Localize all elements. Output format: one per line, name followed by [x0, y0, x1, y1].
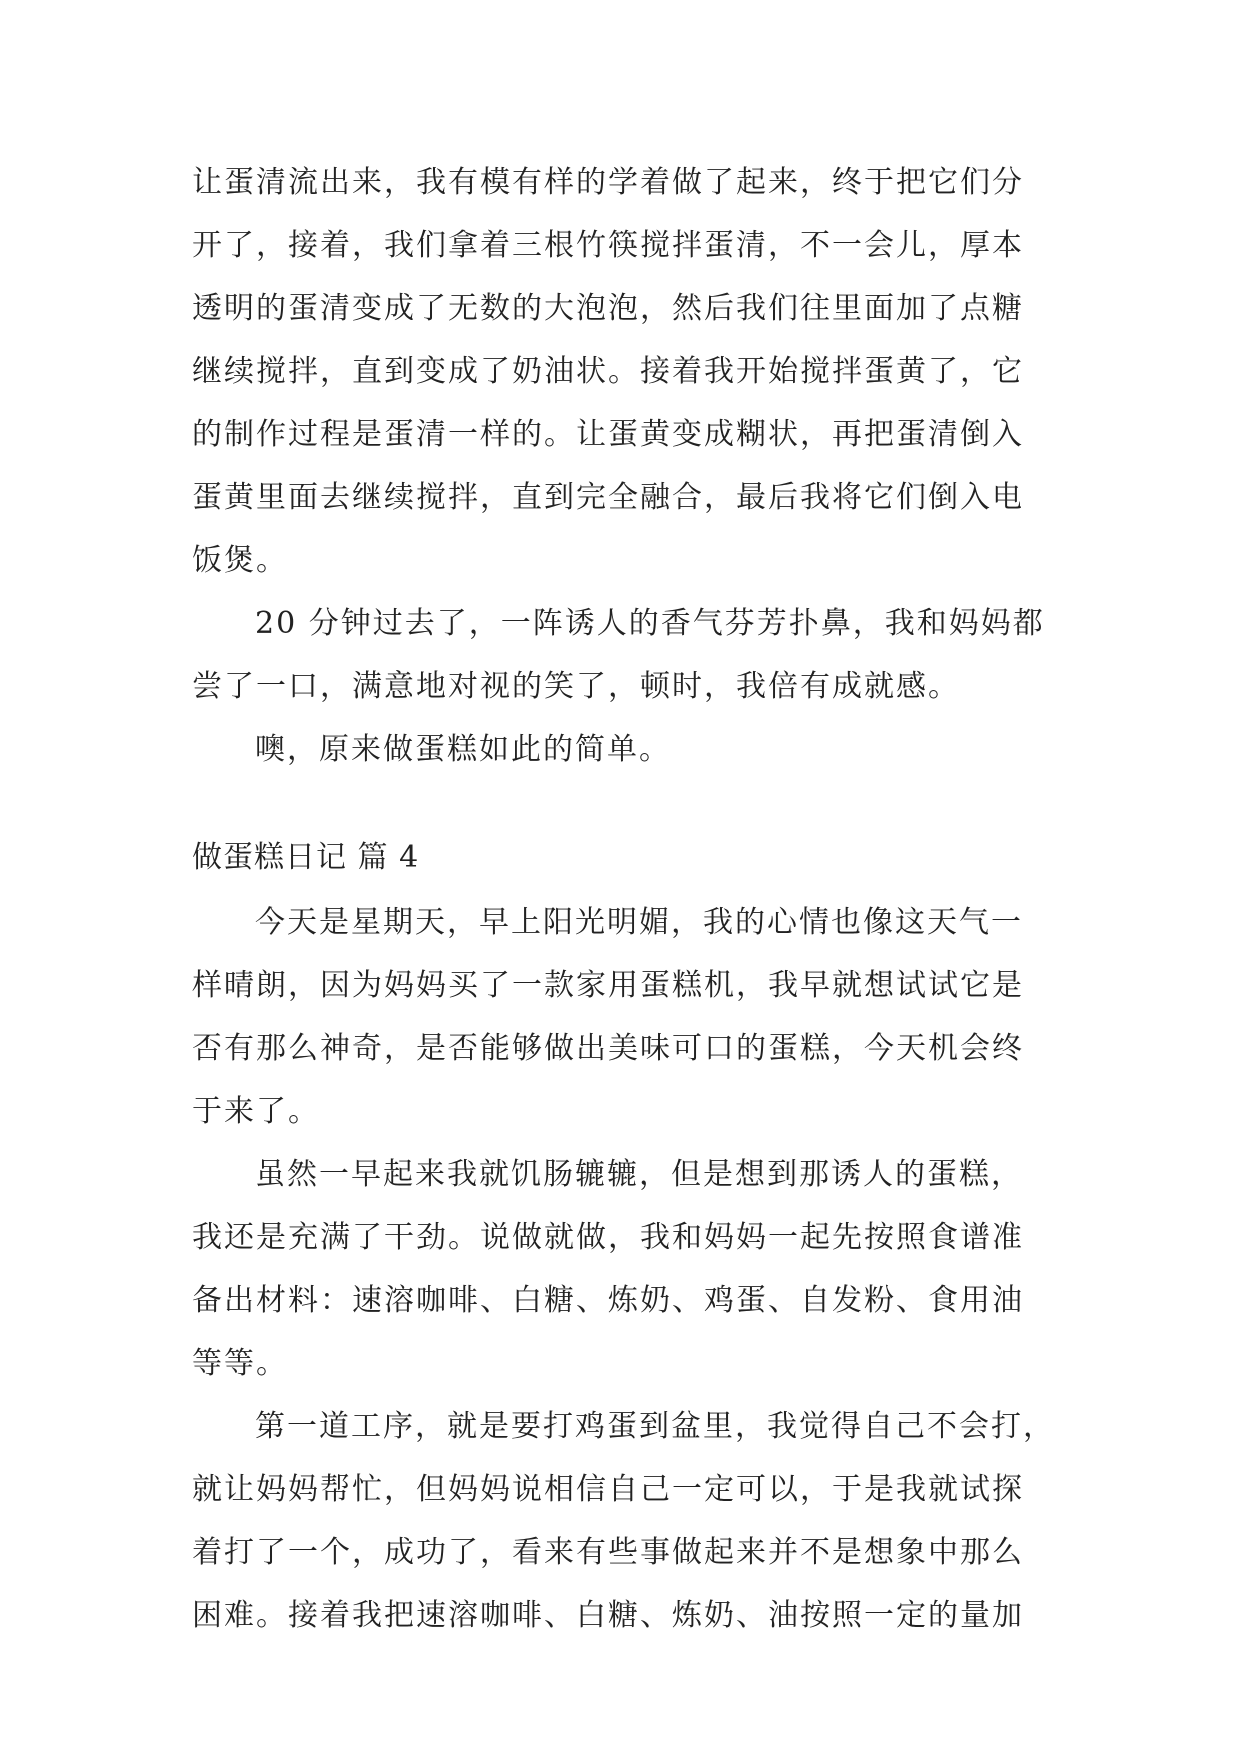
text-line: 着打了一个，成功了，看来有些事做起来并不是想象中那么	[192, 1535, 1024, 1570]
text-line: 于来了。	[192, 1094, 320, 1129]
text-line: 备出材料：速溶咖啡、白糖、炼奶、鸡蛋、自发粉、食用油	[192, 1283, 1024, 1318]
text-line: 蛋黄里面去继续搅拌，直到完全融合，最后我将它们倒入电	[192, 480, 1024, 515]
text-line: 透明的蛋清变成了无数的大泡泡，然后我们往里面加了点糖	[192, 291, 1024, 326]
text-line: 虽然一早起来我就饥肠辘辘，但是想到那诱人的蛋糕，	[255, 1157, 1023, 1192]
text-line: 第一道工序，就是要打鸡蛋到盆里，我觉得自己不会打，	[255, 1409, 1055, 1444]
text-line: 样晴朗，因为妈妈买了一款家用蛋糕机，我早就想试试它是	[192, 968, 1024, 1003]
text-line: 让蛋清流出来，我有模有样的学着做了起来，终于把它们分	[192, 165, 1024, 200]
text-line: 等等。	[192, 1346, 288, 1381]
section-heading: 做蛋糕日记 篇 4	[192, 840, 420, 875]
text-line: 尝了一口，满意地对视的笑了，顿时，我倍有成就感。	[192, 669, 960, 704]
text-line: 我还是充满了干劲。说做就做，我和妈妈一起先按照食谱准	[192, 1220, 1024, 1255]
text-line: 否有那么神奇，是否能够做出美味可口的蛋糕，今天机会终	[192, 1031, 1024, 1066]
text-line: 的制作过程是蛋清一样的。让蛋黄变成糊状，再把蛋清倒入	[192, 417, 1024, 452]
text-line: 困难。接着我把速溶咖啡、白糖、炼奶、油按照一定的量加	[192, 1598, 1024, 1633]
text-line: 噢，原来做蛋糕如此的简单。	[255, 732, 671, 767]
text-line: 20 分钟过去了，一阵诱人的香气芬芳扑鼻，我和妈妈都	[255, 606, 1045, 641]
text-line: 开了，接着，我们拿着三根竹筷搅拌蛋清，不一会儿，厚本	[192, 228, 1024, 263]
text-line: 继续搅拌，直到变成了奶油状。接着我开始搅拌蛋黄了，它	[192, 354, 1024, 389]
text-line: 就让妈妈帮忙，但妈妈说相信自己一定可以，于是我就试探	[192, 1472, 1024, 1507]
text-line: 今天是星期天，早上阳光明媚，我的心情也像这天气一	[255, 905, 1023, 940]
text-line: 饭煲。	[192, 543, 288, 578]
